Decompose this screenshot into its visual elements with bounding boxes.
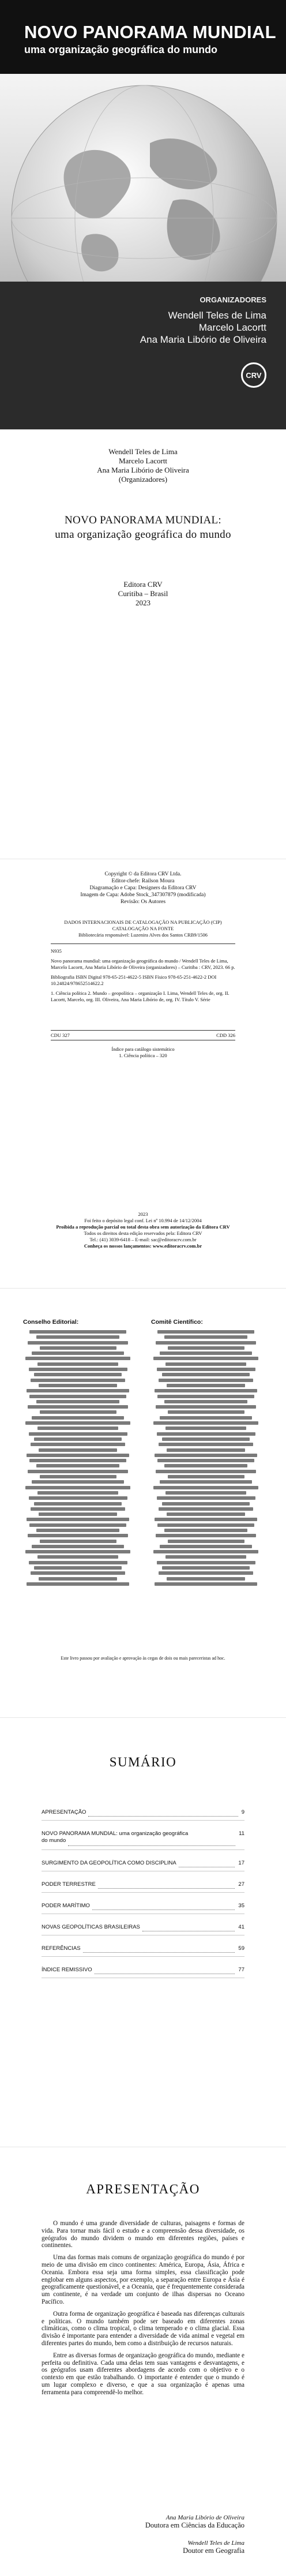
summary-item-page: 41 xyxy=(238,1924,244,1930)
council-member-line xyxy=(31,1571,125,1575)
council-member-line xyxy=(39,1384,118,1387)
council-member-line xyxy=(160,1545,252,1548)
council-member-line xyxy=(25,1357,130,1360)
council-member-line xyxy=(165,1362,247,1366)
council-member-line xyxy=(167,1448,246,1452)
council-member-line xyxy=(34,1437,122,1441)
publisher-block xyxy=(0,580,286,608)
council-member-line xyxy=(37,1362,119,1366)
cip-record xyxy=(51,948,235,1003)
presentation-paragraph: O mundo é uma grande diversidade de culturas, paisagens e formas de vida. Para tornar mais fácil o estudo e a compreensão dessa diversidade, os geógrafos do mundo dividem o mundo em diferentes regiões, países e continentes. xyxy=(42,2220,244,2249)
council-member-line xyxy=(160,1351,252,1355)
notice-legal-deposit: Foi feito o depósito legal conf. Lei nº 10.994 de 14/12/2004 xyxy=(84,1218,202,1223)
council-member-line xyxy=(40,1410,116,1414)
council-member-line xyxy=(162,1373,250,1376)
presentation-heading: APRESENTAÇÃO xyxy=(86,2182,200,2196)
council-member-line xyxy=(27,1389,130,1392)
council-member-line xyxy=(28,1341,129,1345)
editor-line: Editor-chefe: Railson Moura xyxy=(111,878,175,884)
globe-illustration xyxy=(0,74,286,282)
crv-publisher-logo: CRV xyxy=(241,362,266,388)
organizer-name: Ana Maria Libório de Oliveira xyxy=(140,334,266,345)
council-member-line xyxy=(25,1421,130,1425)
scientific-committee xyxy=(151,1319,261,1587)
summary-item[interactable] xyxy=(42,1943,244,1957)
presentation-paragraph: Entre as diversas formas de organização geográfica do mundo, mediante e perfeita ou definitiva. Cada uma delas tem suas vantagens e desvantagens, e os geógrafos usam diferentes abordagens de acordo com o objetivo e o contexto em que estão trabalhando. O importante é entender que o mundo é um lugar complexo e diverso, e que a sua organização é apenas uma ferramenta para compreendê-lo melhor. xyxy=(42,2352,244,2396)
council-member-line xyxy=(155,1582,258,1586)
signature-block xyxy=(145,2514,244,2530)
council-member-line xyxy=(25,1486,130,1489)
council-member-line xyxy=(159,1379,253,1382)
summary-item[interactable] xyxy=(42,1900,244,1914)
council-member-line xyxy=(36,1464,119,1467)
legal-notices xyxy=(0,1211,286,1249)
council-member-line xyxy=(40,1346,116,1350)
signature-name: Ana Maria Libório de Oliveira xyxy=(165,2514,244,2521)
council-member-line xyxy=(167,1384,246,1387)
council-member-line xyxy=(27,1582,130,1586)
cdd-code: CDD 326 xyxy=(216,1032,235,1038)
systematic-index xyxy=(0,1046,286,1059)
council-member-line xyxy=(36,1335,119,1339)
summary-item-page: 17 xyxy=(238,1860,244,1866)
council-member-line xyxy=(156,1341,257,1345)
council-member-line xyxy=(29,1368,127,1371)
publisher-name: Editora CRV xyxy=(123,580,163,589)
council-member-line xyxy=(168,1346,244,1350)
notice-reproduction: Proibida a reprodução parcial ou total desta obra sem autorização da Editora CRV xyxy=(56,1224,230,1230)
summary-item-page: 9 xyxy=(241,1809,244,1815)
cip-librarian: Bibliotecária responsável: Luzenira Alves dos Santos CRB9/1506 xyxy=(78,932,208,938)
notice-rights: Todos os direitos desta edição reservados pela: Editora CRV xyxy=(84,1230,202,1236)
signature-block xyxy=(183,2540,244,2555)
scientific-committee-members xyxy=(151,1330,261,1586)
organizers-list xyxy=(140,309,266,346)
council-member-line xyxy=(164,1400,247,1403)
council-member-line xyxy=(29,1561,127,1564)
half-title-names xyxy=(0,447,286,484)
council-member-line xyxy=(27,1454,130,1457)
half-title-page xyxy=(0,429,286,859)
revision-line: Revisão: Os Autores xyxy=(120,899,166,905)
book-title: NOVO PANORAMA MUNDIAL: xyxy=(65,514,221,526)
summary-dot-leader xyxy=(68,1845,235,1846)
presentation-body xyxy=(42,2220,244,2401)
council-member-line xyxy=(29,1395,126,1398)
organizer-name: Wendell Teles de Lima xyxy=(168,310,266,321)
copyright-line: Copyright © da Editora CRV Ltda. xyxy=(104,871,182,877)
council-member-line xyxy=(153,1486,258,1489)
council-member-line xyxy=(27,1518,130,1521)
council-member-line xyxy=(29,1330,126,1334)
council-member-line xyxy=(37,1491,119,1495)
council-member-line xyxy=(155,1389,258,1392)
index-item: 1. Ciência política – 320 xyxy=(119,1053,167,1058)
presentation-paragraph: Uma das formas mais comuns de organização geográfica do mundo é por meio de uma divisão em cinco continentes: América, Europa, Ásia, África e Oceania. Embora essa seja uma forma simples, essa classificação pode englobar em alguns aspectos, por exemplo, a separação entre Europa e Ásia é geograficamente questionável, e a Oceania, que é frequentemente considerada um continente, é na verdade um conjunto de ilhas dispersas no Oceano Pacífico. xyxy=(42,2254,244,2305)
summary-item-label: REFERÊNCIAS xyxy=(42,1945,81,1952)
council-member-line xyxy=(160,1480,252,1484)
council-member-line xyxy=(157,1395,254,1398)
book-cover xyxy=(0,0,286,429)
publication-year: 2023 xyxy=(136,598,150,607)
council-member-line xyxy=(37,1426,119,1430)
summary-item-label: APRESENTAÇÃO xyxy=(42,1809,86,1815)
publisher-place: Curitiba – Brasil xyxy=(118,589,168,598)
presentation-page xyxy=(0,2147,286,2576)
council-member-line xyxy=(168,1410,244,1414)
summary-item-page: 27 xyxy=(238,1881,244,1888)
council-member-line xyxy=(164,1529,247,1532)
notice-website: Conheça os nossos lançamentos: www.editoracrv.com.br xyxy=(84,1243,202,1249)
cdu-divider-top xyxy=(51,1030,235,1031)
summary-item-label: NOVAS GEOPOLÍTICAS BRASILEIRAS xyxy=(42,1924,140,1930)
record-code: N935 xyxy=(51,948,62,954)
council-member-line xyxy=(162,1502,250,1506)
council-member-line xyxy=(36,1529,119,1532)
scientific-committee-title: Comitê Científico: xyxy=(151,1319,203,1326)
council-member-line xyxy=(157,1561,255,1564)
council-member-line xyxy=(157,1368,255,1371)
council-member-line xyxy=(153,1421,258,1425)
signature-name: Wendell Teles de Lima xyxy=(187,2540,244,2547)
cdu-code: CDU 327 xyxy=(51,1032,70,1038)
summary-item-page: 35 xyxy=(238,1903,244,1909)
editorial-council xyxy=(23,1319,133,1587)
council-member-line xyxy=(32,1480,124,1484)
council-member-line xyxy=(34,1566,122,1570)
copyright-page xyxy=(0,859,286,1288)
council-page xyxy=(0,1288,286,1717)
notice-year: 2023 xyxy=(138,1211,148,1217)
cover-title: NOVO PANORAMA MUNDIAL xyxy=(24,22,276,42)
summary-item-label: PODER TERRESTRE xyxy=(42,1881,96,1888)
peer-review-note: Este livro passou por avaliação e aprovação às cegas de dois ou mais pareceristas ad hoc. xyxy=(61,1656,225,1661)
council-member-line xyxy=(31,1443,125,1446)
council-member-line xyxy=(156,1534,257,1537)
author-name: Wendell Teles de Lima xyxy=(108,447,178,456)
council-member-line xyxy=(168,1540,244,1543)
council-member-line xyxy=(164,1464,247,1467)
organizer-name: Marcelo Lacortt xyxy=(198,322,266,333)
council-member-line xyxy=(29,1459,126,1462)
editorial-council-members xyxy=(23,1330,133,1586)
council-member-line xyxy=(28,1470,129,1473)
council-member-line xyxy=(31,1379,125,1382)
signature-role: Doutora em Ciências da Educação xyxy=(145,2521,244,2529)
summary-list xyxy=(42,1807,244,1986)
classification-row xyxy=(51,1032,235,1038)
council-member-line xyxy=(31,1507,125,1511)
design-line: Diagramação e Capa: Designers da Editora CRV xyxy=(89,885,197,891)
council-member-line xyxy=(157,1432,255,1436)
organizers-heading: ORGANIZADORES xyxy=(200,295,266,304)
author-name: Ana Maria Libório de Oliveira xyxy=(97,466,189,474)
council-member-line xyxy=(153,1550,258,1553)
council-member-line xyxy=(29,1496,127,1500)
cip-divider xyxy=(51,943,235,944)
council-member-line xyxy=(32,1351,124,1355)
council-member-line xyxy=(34,1373,122,1376)
council-member-line xyxy=(32,1545,124,1548)
council-member-line xyxy=(162,1566,250,1570)
summary-page xyxy=(0,1717,286,2147)
presentation-paragraph: Outra forma de organização geográfica é baseada nas diferenças culturais e políticas. O mundo também pode ser baseado em diferentes zonas climáticas, como o clima tropical, o clima temperado e o clima glacial. Essa divisão é importante para entender a diversidade de vida animal e vegetal em diferentes partes do mundo, bem como a distribuição de recursos naturais. xyxy=(42,2310,244,2347)
summary-item-label: SURGIMENTO DA GEOPOLÍTICA COMO DISCIPLINA xyxy=(42,1860,176,1866)
council-member-line xyxy=(165,1426,247,1430)
summary-dot-leader xyxy=(88,1816,238,1817)
cover-image-line: Imagem de Capa: Adobe Stock_347307879 (modificada) xyxy=(80,892,206,898)
signature-role: Doutor em Geografia xyxy=(183,2547,244,2555)
summary-item[interactable] xyxy=(42,1828,244,1850)
council-member-line xyxy=(36,1400,119,1403)
council-member-line xyxy=(37,1555,119,1559)
council-member-line xyxy=(156,1405,257,1409)
council-member-line xyxy=(39,1577,118,1581)
credits-block xyxy=(0,871,286,905)
summary-item[interactable] xyxy=(42,1922,244,1935)
council-member-line xyxy=(165,1555,247,1559)
council-member-line xyxy=(157,1523,254,1527)
council-member-line xyxy=(160,1416,252,1420)
council-member-line xyxy=(157,1459,254,1462)
council-member-line xyxy=(39,1448,118,1452)
summary-dot-leader xyxy=(83,1952,235,1953)
organizers-role: (Organizadores) xyxy=(118,475,168,484)
cover-globe-art xyxy=(0,74,286,282)
council-member-line xyxy=(153,1357,258,1360)
summary-item-page: 59 xyxy=(238,1945,244,1952)
summary-item-label: PODER MARÍTIMO xyxy=(42,1903,90,1909)
council-member-line xyxy=(164,1335,247,1339)
council-member-line xyxy=(167,1577,246,1581)
council-member-line xyxy=(29,1523,126,1527)
cover-subtitle: uma organização geográfica do mundo xyxy=(24,44,218,55)
council-member-line xyxy=(168,1475,244,1478)
council-member-line xyxy=(28,1405,129,1409)
summary-dot-leader xyxy=(98,1888,235,1889)
notice-contact: Tel.: (41) 3039-6418 – E-mail: sac@editoracrv.com.br xyxy=(89,1237,197,1242)
council-member-line xyxy=(155,1454,258,1457)
council-member-line xyxy=(25,1550,130,1553)
council-member-line xyxy=(159,1443,253,1446)
editorial-council-title: Conselho Editorial: xyxy=(23,1319,79,1326)
council-member-line xyxy=(40,1540,116,1543)
isbn-block: Bibliografia ISBN Digital 978-65-251-4622-5 ISBN Físico 978-65-251-4622-2 DOI 10.24824/978652514622.2 xyxy=(51,974,217,986)
council-member-line xyxy=(39,1512,118,1516)
council-member-line xyxy=(40,1475,116,1478)
council-member-line xyxy=(159,1507,253,1511)
author-name: Marcelo Lacortt xyxy=(118,456,168,465)
council-member-line xyxy=(157,1330,254,1334)
summary-item[interactable] xyxy=(42,1807,244,1821)
summary-item-page: 11 xyxy=(239,1830,244,1837)
summary-item-page: 77 xyxy=(238,1967,244,1973)
summary-item[interactable] xyxy=(42,1964,244,1978)
council-member-line xyxy=(32,1416,124,1420)
record-body: Novo panorama mundial: uma organização geográfica do mundo / Wendell Teles de Lima, Marcelo Lacortt, Ana Maria Libório de Oliveira (organizadores) – Curitiba : CRV, 2023. 66 p. xyxy=(51,958,235,970)
subjects: 1. Ciência política 2. Mundo – geopolítica – organização I. Lima, Wendell Teles de, org. II. Lacortt, Marcelo, org. III. Oliveira, Ana Maria Libório de, org. IV. Título V. Série xyxy=(51,990,229,1002)
council-member-line xyxy=(34,1502,122,1506)
council-member-line xyxy=(162,1437,250,1441)
council-member-line xyxy=(159,1571,253,1575)
council-member-line xyxy=(165,1491,247,1495)
summary-item[interactable] xyxy=(42,1858,244,1871)
summary-item-label: ÍNDICE REMISSIVO xyxy=(42,1967,92,1973)
cip-title: DADOS INTERNACIONAIS DE CATALOGAÇÃO NA PUBLICAÇÃO (CIP) CATALOGAÇÃO NA FONTE xyxy=(64,919,222,931)
council-member-line xyxy=(28,1534,129,1537)
summary-item-label: NOVO PANORAMA MUNDIAL: uma organização geográfica do mundo xyxy=(42,1830,189,1844)
council-member-line xyxy=(167,1512,246,1516)
summary-item[interactable] xyxy=(42,1879,244,1893)
summary-dot-leader xyxy=(92,1909,235,1910)
council-member-line xyxy=(29,1432,127,1436)
council-member-line xyxy=(157,1496,255,1500)
book-subtitle: uma organização geográfica do mundo xyxy=(55,529,231,541)
cip-header xyxy=(51,919,235,938)
half-title-heading xyxy=(0,513,286,542)
index-title: Índice para catálogo sistemático xyxy=(111,1046,175,1052)
council-member-line xyxy=(155,1518,258,1521)
summary-heading: SUMÁRIO xyxy=(109,1755,177,1769)
council-member-line xyxy=(156,1470,257,1473)
